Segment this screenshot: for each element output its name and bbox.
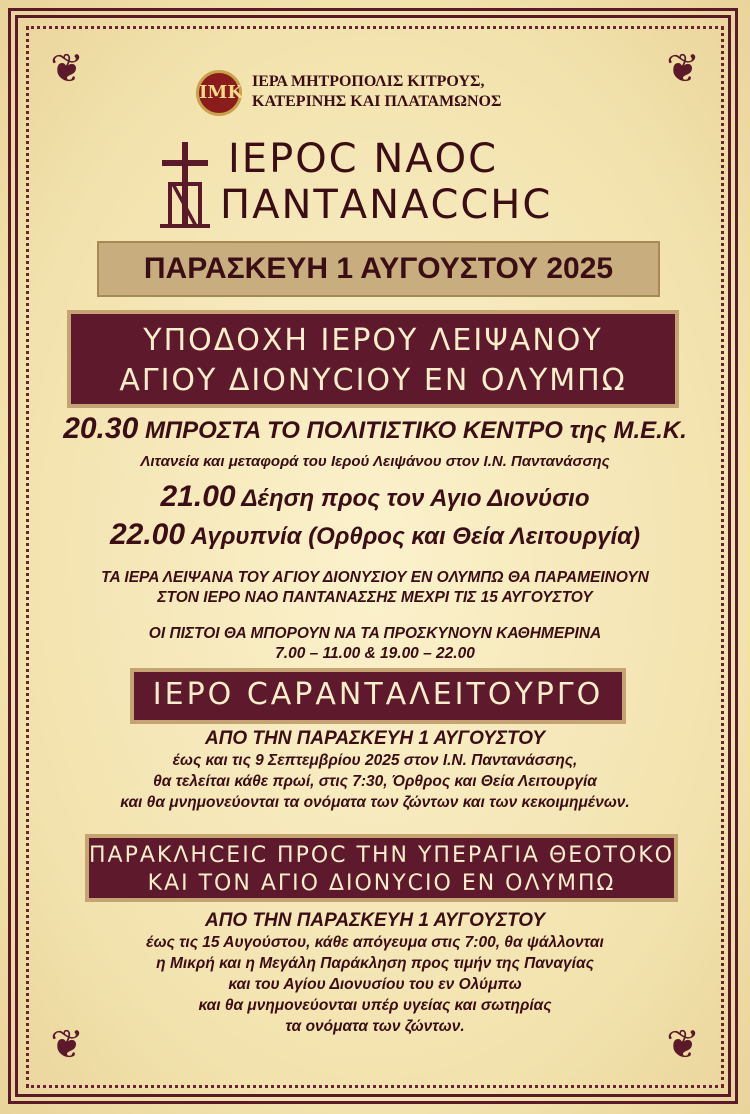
- schedule-time: 21.00: [160, 480, 236, 513]
- veneration-hours: 7.00 – 11.00 & 19.00 – 22.00: [275, 645, 475, 662]
- sarantaleitourgo-details: [40, 728, 710, 813]
- section-heading: ΑΠΟ ΤΗΝ ΠΑΡΑΣΚΕΥΗ 1 ΑΥΓΟΥΣΤΟΥ: [204, 910, 545, 931]
- paraklisis-details: [40, 910, 710, 1037]
- schedule-text: ΜΠΡΟΣΤΑ ΤΟ ΠΟΛΙΤΙΣΤΙΚΟ ΚΕΝΤΡΟ της Μ.Ε.Κ.: [144, 417, 687, 444]
- corner-ornament-icon: ❦: [50, 1022, 84, 1068]
- section-heading: ΑΠΟ ΤΗΝ ΠΑΡΑΣΚΕΥΗ 1 ΑΥΓΟΥΣΤΟΥ: [204, 728, 545, 749]
- metropolis-line-2: ΚΑΤΕΡΙΝΗΣ ΚΑΙ ΠΛΑΤΑΜΩΝΟΣ: [252, 93, 502, 110]
- relics-note-line: ΤΑ ΙΕΡΑ ΛΕΙΨΑΝΑ ΤΟΥ ΑΓΙΟΥ ΔΙΟΝΥΣΙΟΥ ΕΝ ΟΛΥΜΠΩ ΘΑ ΠΑΡΑΜΕΙΝΟΥΝ: [101, 569, 649, 586]
- church-title: [220, 136, 620, 228]
- details-line: και θα μνημονεύονται τα ονόματα των ζώντων και των κεκοιμημένων.: [120, 794, 630, 811]
- schedule-time: 22.00: [109, 518, 186, 551]
- cross-icon: [156, 138, 214, 230]
- details-line: θα τελείται κάθε πρωί, στις 7:30, Όρθρος και Θεία Λειτουργία: [153, 773, 597, 790]
- veneration-note: [40, 624, 710, 664]
- schedule-item: [40, 520, 710, 552]
- schedule-item: [40, 414, 710, 446]
- event-date: ΠΑΡΑΣΚΕΥΗ 1 ΑΥΓΟΥΣΤΟΥ 2025: [97, 241, 660, 297]
- veneration-note-line: ΟΙ ΠΙΣΤΟΙ ΘΑ ΜΠΟΡΟΥΝ ΝΑ ΤΑ ΠΡΟΣΚΥΝΟΥΝ ΚΑΘΗΜΕΡΙΝΑ: [148, 625, 602, 642]
- details-line: έως και τις 9 Σεπτεμβρίου 2025 στον Ι.Ν. Παντανάσσης,: [172, 752, 578, 769]
- relic-reception-banner: [67, 310, 679, 408]
- banner-line: ΥΠΟΔΟΧΗ ΙΕΡΟΥ ΛΕΙΨΑΝΟΥ: [143, 323, 603, 358]
- banner-line: ΠΑΡΑΚΛΗCΕΙC ΠΡΟC ΤΗΝ ΥΠΕΡΑΓΙΑ ΘΕΟΤΟΚΟ: [89, 843, 674, 868]
- schedule-text: Δέηση προς τον Αγιο Διονύσιο: [241, 485, 590, 512]
- details-line: και του Αγίου Διονυσίου του εν Ολύμπω: [228, 976, 522, 993]
- schedule-item: [40, 482, 710, 514]
- details-line: τα ονόματα των ζώντων.: [285, 1018, 465, 1035]
- paraklisis-banner: [85, 834, 678, 902]
- details-line: η Μικρή και η Μεγάλη Παράκληση προς τιμήν της Παναγίας: [156, 955, 594, 972]
- schedule-text: Αγρυπνία (Ορθρος και Θεία Λειτουργία): [190, 523, 641, 550]
- details-line: έως τις 15 Αυγούστου, κάθε απόγευμα στις 7:00, θα ψάλλονται: [146, 934, 604, 951]
- details-line: και θα μνημονεύονται υπέρ υγείας και σωτηρίας: [198, 997, 552, 1014]
- church-title-line-2: ΠΑΝΤΑΝΑCCΗC: [220, 182, 553, 228]
- relics-note: [40, 568, 710, 608]
- sarantaleitourgo-banner: ΙΕΡΟ CΑΡΑΝΤΑΛΕΙΤΟΥΡΓΟ: [130, 668, 626, 724]
- banner-line: ΚΑΙ ΤΟΝ ΑΓΙΟ ΔΙΟΝΥCΙΟ ΕΝ ΟΛΥΜΠΩ: [147, 871, 616, 896]
- schedule-time: 20.30: [63, 412, 139, 445]
- metropolis-name: [252, 72, 592, 112]
- corner-ornament-icon: ❦: [666, 1022, 700, 1068]
- church-title-line-1: ΙΕΡΟC ΝΑΟC: [228, 136, 499, 182]
- relics-note-line: ΣΤΟΝ ΙΕΡΟ ΝΑΟ ΠΑΝΤΑΝΑΣΣΗΣ ΜΕΧΡΙ ΤΙΣ 15 ΑΥΓΟΥΣΤΟΥ: [157, 589, 593, 606]
- corner-ornament-icon: ❦: [50, 46, 84, 92]
- procession-note: Λιτανεία και μεταφορά του Ιερού Λειψάνου στον Ι.Ν. Παντανάσσης: [140, 453, 610, 470]
- metropolis-line-1: ΙΕΡΑ ΜΗΤΡΟΠΟΛΙΣ ΚΙΤΡΟΥΣ,: [252, 73, 485, 90]
- banner-line: ΑΓΙΟΥ ΔΙΟΝΥCΙΟΥ ΕΝ ΟΛΥΜΠΩ: [119, 363, 627, 398]
- metropolis-seal-icon: ΙΜΚ: [196, 70, 242, 116]
- corner-ornament-icon: ❦: [666, 46, 700, 92]
